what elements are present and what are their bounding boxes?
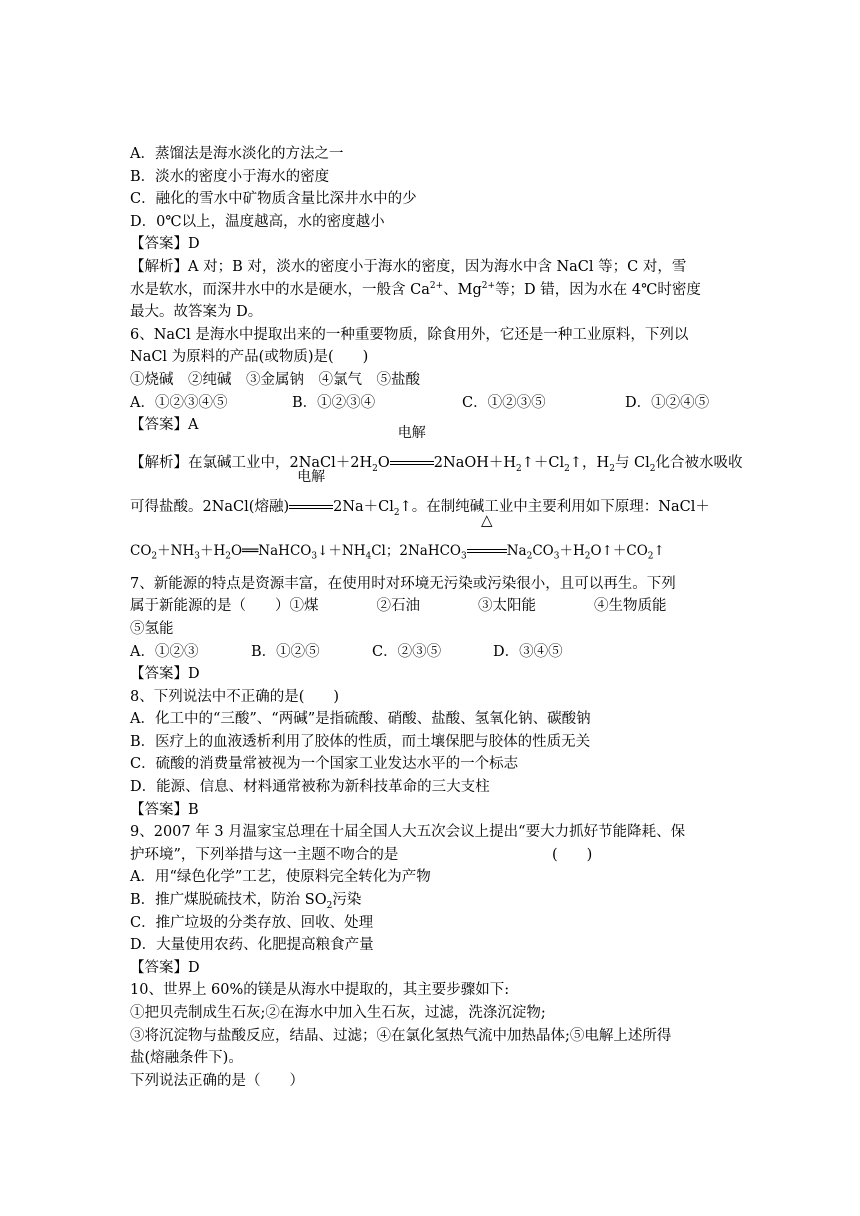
q8-stem: 8、下列说法中不正确的是( ) — [130, 688, 340, 705]
q10-stem-3: ③将沉淀物与盐酸反应，结晶、过滤；④在氯化氢热气流中加热晶体;⑤电解上述所得 — [130, 1027, 672, 1044]
q6-explanation-2 — [130, 468, 735, 529]
q6-exp-text: 化合被水吸收 — [655, 454, 743, 471]
q6-exp-text: 与 Cl — [614, 454, 650, 471]
q5-option-d: D．0℃以上，温度越高，水的密度越小 — [130, 213, 385, 230]
q5-explanation-3: 最大。故答案为 D。 — [130, 304, 263, 321]
q6-exp-text: ↓＋NH — [317, 542, 366, 559]
q10-stem-5: 下列说法正确的是（ ） — [130, 1072, 304, 1089]
subscript: 2 — [526, 551, 533, 562]
q9-option-b-text: B．推广煤脱硫技术，防治 SO — [130, 892, 327, 909]
condition-label: 电解 — [297, 468, 326, 485]
q8-option-b: B．医疗上的血液透析利用了胶体的性质，而土壤保肥与胶体的性质无关 — [130, 733, 591, 750]
q9-option-d: D．大量使用农药、化肥提高粮食产量 — [130, 937, 374, 954]
q6-stem-2: NaCl 为原料的产品(或物质)是( ) — [130, 349, 369, 366]
equals-bar — [467, 549, 507, 553]
subscript: 2 — [609, 463, 615, 474]
subscript: 2 — [647, 551, 654, 562]
q6-exp-text: 【解析】在氯碱工业中，2NaCl＋2H — [130, 454, 373, 471]
q6-option-a: A．①②③④⑤ — [130, 394, 228, 411]
q9-option-a: A．用“绿色化学”工艺，使原料完全转化为产物 — [130, 869, 431, 886]
q6-options — [130, 392, 735, 415]
subscript: 2 — [372, 463, 378, 474]
q9-answer-paren: ( ) — [552, 846, 593, 863]
subscript: 3 — [311, 551, 318, 562]
q10-stem-1: 10、世界上 60%的镁是从海水中提取的，其主要步骤如下: — [130, 982, 510, 999]
q9-option-c: C．推广垃圾的分类存放、回收、处理 — [130, 914, 374, 931]
q6-exp-text: Na — [506, 542, 527, 559]
q5-explanation-2 — [130, 279, 735, 302]
q9-stem-1: 9、2007 年 3 月温家宝总理在十届全国人大五次会议上提出“要大力抓好节能降耗、保 — [130, 824, 686, 841]
q6-option-b: B．①②③④ — [292, 394, 376, 411]
q7-stem-1: 7、新能源的特点是资源丰富，在使用时对环境无污染或污染很小，且可以再生。下列 — [130, 575, 676, 592]
document-page — [130, 143, 743, 1092]
subscript: 4 — [365, 551, 372, 562]
q6-exp-text: O↑＋CO — [590, 542, 648, 559]
q6-exp-text: ↑ — [653, 542, 665, 559]
subscript: 2 — [564, 463, 570, 474]
q6-exp-text: ＋H — [559, 542, 585, 559]
q5-exp-text: 、Mg — [443, 281, 482, 298]
q8-answer: 【答案】B — [130, 801, 199, 818]
q8-option-a: A．化工中的“三酸”、“两碱”是指硫酸、硝酸、盐酸、氢氧化钠、碳酸钠 — [130, 711, 591, 728]
q6-stem-1: 6、NaCl 是海水中提取出来的一种重要物质，除食用外，它还是一种工业原料，下列以 — [130, 326, 689, 343]
subscript: 2 — [516, 463, 522, 474]
subscript: 3 — [461, 551, 467, 562]
q9-option-b-text: 污染 — [332, 892, 362, 909]
q7-stem-3: ⑤氢能 — [130, 620, 174, 637]
q7-option-b: B．①②⑤ — [251, 643, 320, 660]
q9-stem-text: 护环境”，下列举措与这一主题不吻合的是 — [130, 846, 399, 863]
subscript: 3 — [194, 551, 200, 562]
condition-label: △ — [480, 510, 493, 529]
q6-exp-text: 2NaOH＋H — [433, 454, 517, 471]
q5-exp-text: 水是软水，而深井水中的水是硬水，一般含 Ca — [130, 281, 430, 298]
q5-option-b: B．淡水的密度小于海水的密度 — [130, 168, 330, 185]
q6-exp-text: ＋NH — [157, 542, 195, 559]
q6-option-d: D．①②④⑤ — [625, 394, 710, 411]
q10-stem-2: ①把贝壳制成生石灰;②在海水中加入生石灰，过滤，洗涤沉淀物; — [130, 1005, 546, 1021]
subscript: 2 — [326, 900, 333, 911]
q8-option-d: D．能源、信息、材料通常被称为新科技革命的三大支柱 — [130, 779, 490, 796]
q6-exp-text: 2Na＋Cl — [333, 498, 394, 515]
subscript: 2 — [393, 507, 400, 518]
q6-option-c: C．①②③⑤ — [462, 394, 546, 411]
q6-exp-text: O — [377, 454, 390, 471]
q6-exp-text: CO — [130, 542, 152, 559]
q7-stem-2: 属于新能源的是（ ）①煤 ②石油 ③太阳能 ④生物质能 — [130, 598, 667, 615]
q6-exp-text: ↑＋Cl — [521, 454, 565, 471]
q7-option-d: D．③④⑤ — [493, 643, 563, 660]
q6-explanation-3 — [130, 510, 735, 573]
q7-answer: 【答案】D — [130, 666, 200, 683]
q7-option-a: A．①②③ — [130, 643, 199, 660]
subscript: 2 — [649, 463, 656, 474]
q5-option-c: C．融化的雪水中矿物质含量比深井水中的少 — [130, 191, 417, 208]
q6-items: ①烧碱 ②纯碱 ③金属钠 ④氯气 ⑤盐酸 — [130, 371, 420, 388]
q6-exp-text: ＋H — [199, 542, 226, 559]
q6-exp-text: Cl；2NaHCO — [371, 542, 461, 559]
q6-exp-text: ↑。在制纯碱工业中主要利用如下原理：NaCl＋ — [399, 498, 710, 515]
q10-stem-4: 盐(熔融条件下)。 — [130, 1050, 243, 1067]
q6-exp-text: 可得盐酸。2NaCl(熔融) — [130, 498, 290, 515]
equals-bar — [390, 461, 434, 465]
q9-option-b — [130, 889, 735, 912]
condition-label: 电解 — [397, 424, 426, 441]
electrolysis-condition — [289, 468, 333, 529]
q5-exp-text: 等；D 错，因为水在 4℃时密度 — [495, 281, 701, 298]
subscript: 3 — [553, 551, 560, 562]
superscript: 2+ — [481, 280, 496, 291]
electrolysis-condition — [390, 424, 434, 485]
q7-option-c: C．②③⑤ — [372, 643, 442, 660]
q9-answer: 【答案】D — [130, 959, 200, 976]
q6-exp-text: O══NaHCO — [230, 542, 312, 559]
q8-option-c: C．硫酸的消费量常被视为一个国家工业发达水平的一个标志 — [130, 756, 519, 773]
subscript: 2 — [151, 551, 158, 562]
q5-option-a: A．蒸馏法是海水淡化的方法之一 — [130, 146, 344, 162]
subscript: 2 — [584, 551, 591, 562]
superscript: 2+ — [429, 280, 444, 291]
q5-answer: 【答案】D — [130, 236, 200, 253]
equals-bar — [289, 505, 333, 509]
q9-stem-2 — [130, 844, 735, 867]
q5-explanation-1: 【解析】A 对；B 对，淡水的密度小于海水的密度，因为海水中含 NaCl 等；C 对，雪 — [130, 258, 687, 275]
q6-exp-text: ↑，H — [569, 454, 610, 471]
q6-answer: 【答案】A — [130, 417, 199, 434]
subscript: 2 — [225, 551, 231, 562]
heat-condition — [467, 510, 507, 573]
q6-exp-text: CO — [532, 542, 554, 559]
q7-options — [130, 641, 735, 664]
